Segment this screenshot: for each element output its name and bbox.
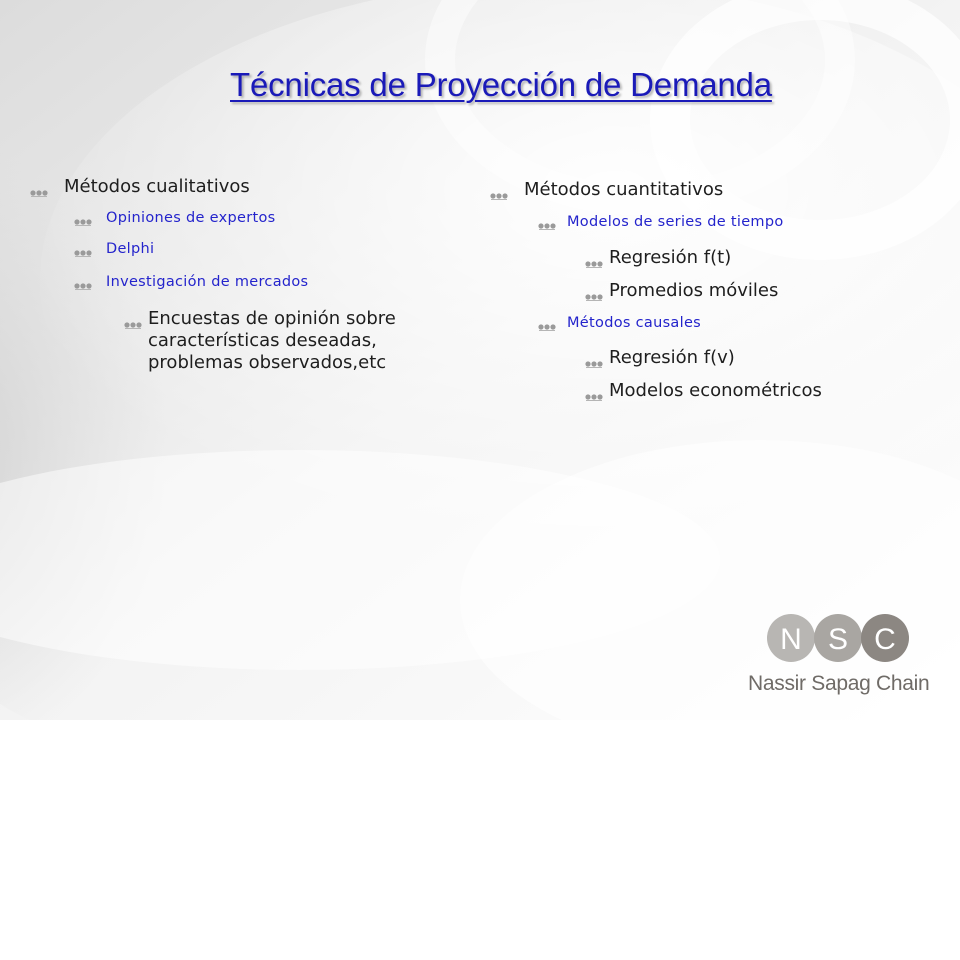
bullet-icon xyxy=(74,279,92,295)
logo-letter-s: S xyxy=(827,623,849,656)
list-item-label: Encuestas de opinión sobre características deseadas, problemas observados,etc xyxy=(148,308,396,373)
bullet-icon xyxy=(585,253,603,274)
bullet-icon xyxy=(585,286,603,307)
list-item-label: Promedios móviles xyxy=(609,280,779,301)
list-item-label: Regresión f(t) xyxy=(609,247,732,268)
list-item-label: Delphi xyxy=(106,241,155,257)
bullet-icon xyxy=(74,215,92,231)
logo-letter-c: C xyxy=(874,623,896,656)
bullet-icon xyxy=(124,314,142,335)
slide-title: Técnicas de Proyección de Demanda xyxy=(230,66,772,103)
bullet-icon xyxy=(538,219,556,235)
bullet-icon xyxy=(74,246,92,262)
bullet-icon xyxy=(490,185,508,206)
logo-name: Nassir Sapag Chain xyxy=(748,672,930,695)
list-item-label: Regresión f(v) xyxy=(609,347,735,368)
bullet-icon xyxy=(585,353,603,374)
bullet-icon xyxy=(30,182,48,203)
list-item-label: Modelos de series de tiempo xyxy=(567,214,784,230)
nsc-logo-mark xyxy=(764,612,934,666)
list-item-label: Opiniones de expertos xyxy=(106,210,276,226)
heading-quantitative: Métodos cuantitativos xyxy=(524,179,724,200)
nsc-logo xyxy=(748,612,948,702)
logo-letter-n: N xyxy=(780,623,802,656)
list-item-label: Modelos econométricos xyxy=(609,380,822,401)
bullet-icon xyxy=(538,320,556,336)
list-item-label: Métodos causales xyxy=(567,315,702,331)
heading-qualitative: Métodos cualitativos xyxy=(64,176,250,197)
list-item-label: Investigación de mercados xyxy=(106,274,309,290)
bullet-icon xyxy=(585,386,603,407)
